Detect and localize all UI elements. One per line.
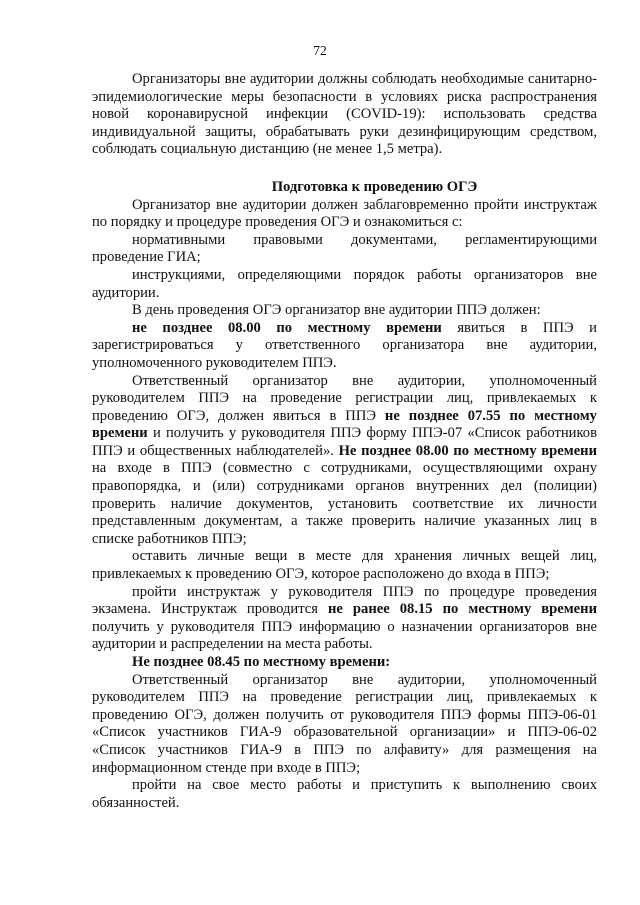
- instruction-text-1: пройти инструктаж у руководителя ППЭ по процедуре проведения экзамена. Инструктаж проводится: [92, 583, 597, 618]
- intro-paragraph: Организаторы вне аудитории должны соблюдать необходимые санитарно-эпидемиологические меры безопасности в условиях риска распространения новой коронавирусной инфекции (COVID-19): использовать средства индивидуальной защиты, обрабатывать руки дезинфицирующим средством, соблюдать социальную дистанцию (не менее 1,5 метра).: [92, 71, 597, 158]
- paragraph-briefing: Организатор вне аудитории должен заблаговременно пройти инструктаж по порядку и процедуре проведения ОГЭ и ознакомиться с:: [92, 196, 597, 231]
- document-body: [92, 71, 597, 812]
- paragraph-instruction-session: [92, 584, 597, 654]
- page-number: 72: [313, 43, 327, 58]
- section-title: Подготовка к проведению ОГЭ: [271, 178, 478, 195]
- registration-text-2: и получить у руководителя ППЭ форму ППЭ-07 «Список работников ППЭ и общественных наблюдателей».: [92, 425, 597, 459]
- deadline-0755: не позднее 07.55 по местному времени: [92, 407, 597, 442]
- paragraph-personal-items: оставить личные вещи в месте для хранения личных вещей лиц, привлекаемых к проведению ОГЭ, которое расположено до входа в ППЭ;: [92, 548, 597, 583]
- instruction-text-2: получить у руководителя ППЭ информацию о назначении организаторов вне аудитории и распределении на места работы.: [92, 618, 597, 653]
- paragraph-exam-day: В день проведения ОГЭ организатор вне аудитории ППЭ должен:: [132, 302, 541, 319]
- paragraph-arrival-text: явиться в ППЭ и зарегистрироваться у ответственного организатора вне аудитории, уполномоченного руководителем ППЭ.: [92, 319, 597, 371]
- deadline-0800-entrance: Не позднее 08.00 по местному времени: [338, 442, 597, 459]
- registration-text-1: Ответственный организатор вне аудитории, уполномоченный руководителем ППЭ на проведение регистрации лиц, привлекаемых к проведению ОГЭ, должен явиться в ППЭ: [92, 372, 597, 424]
- paragraph-forms: Ответственный организатор вне аудитории, уполномоченный руководителем ППЭ на проведение регистрации лиц, привлекаемых к проведению ОГЭ, должен получить от руководителя ППЭ формы ППЭ-06-01 «Список участников ГИА-9 образовательной организации» и ППЭ-06-02 «Список участников ГИА-9 в ППЭ по алфавиту» для размещения на информационном стенде при входе в ППЭ;: [92, 671, 597, 776]
- registration-text-3: на входе в ППЭ (совместно с сотрудниками, осуществляющими охрану правопорядка, и (или) сотрудниками органов внутренних дел (полиции) проверить наличие документов, установить соответствие их личности представленным документам, а также проверить наличие указанных лиц в списке работников ППЭ;: [92, 460, 597, 547]
- deadline-0815: не ранее 08.15 по местному времени: [328, 601, 597, 618]
- paragraph-instructions: инструкциями, определяющими порядок работы организаторов вне аудитории.: [92, 266, 597, 301]
- paragraph-registration-organizer: [92, 373, 597, 549]
- deadline-0845-heading: Не позднее 08.45 по местному времени:: [132, 654, 391, 670]
- deadline-0800: не позднее 08.00 по местному времени: [132, 319, 442, 336]
- paragraph-arrival: [92, 320, 597, 373]
- paragraph-normative-docs: нормативными правовыми документами, регламентирующими проведение ГИА;: [92, 231, 597, 266]
- paragraph-workplace: пройти на свое место работы и приступить к выполнению своих обязанностей.: [92, 777, 597, 811]
